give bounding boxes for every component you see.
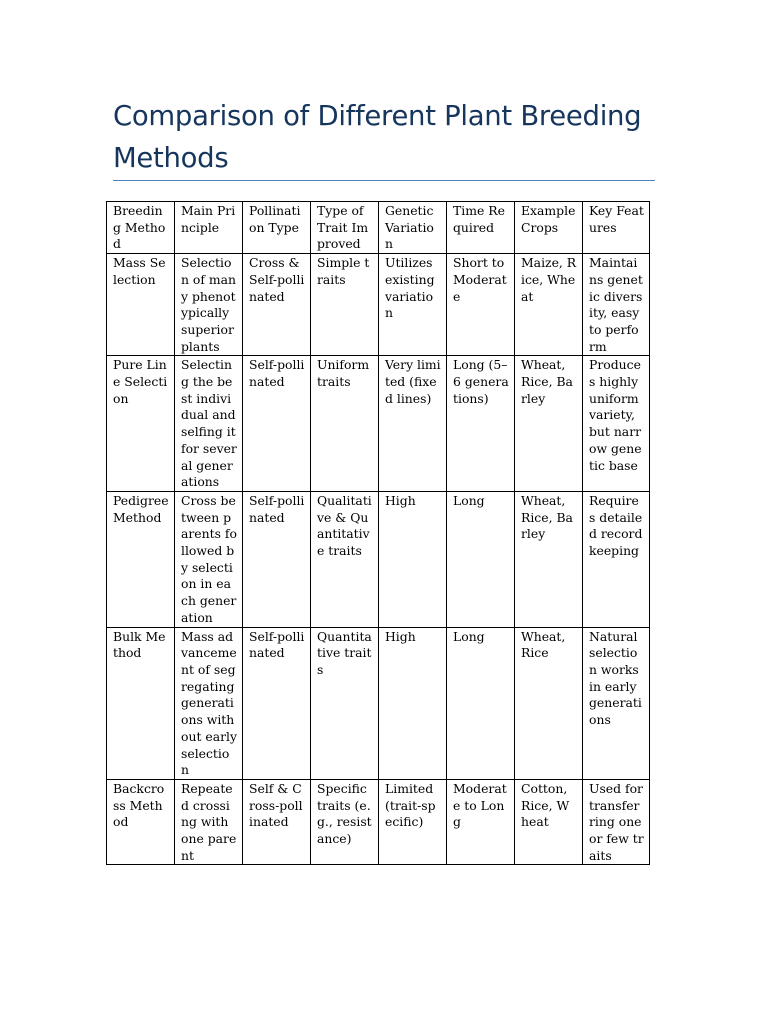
cell-pollination-type: Self-pollinated bbox=[243, 627, 311, 779]
cell-trait-improved: Specific traits (e.g., resistance) bbox=[311, 779, 379, 865]
column-header-time-required: Time Required bbox=[447, 202, 515, 254]
column-header-example-crops: Example Crops bbox=[515, 202, 583, 254]
document-title: Comparison of Different Plant Breeding Methods bbox=[113, 100, 642, 174]
cell-main-principle: Selecting the best individual and selfing it for several generations bbox=[175, 356, 243, 492]
column-header-main-principle: Main Principle bbox=[175, 202, 243, 254]
cell-main-principle: Repeated crossing with one parent bbox=[175, 779, 243, 865]
cell-pollination-type: Cross & Self-pollinated bbox=[243, 254, 311, 356]
cell-example-crops: Maize, Rice, Wheat bbox=[515, 254, 583, 356]
cell-trait-improved: Uniform traits bbox=[311, 356, 379, 492]
cell-genetic-variation: Utilizes existing variation bbox=[379, 254, 447, 356]
cell-breeding-method: Bulk Method bbox=[107, 627, 175, 779]
cell-genetic-variation: High bbox=[379, 491, 447, 627]
cell-example-crops: Wheat, Rice, Barley bbox=[515, 356, 583, 492]
table-row bbox=[107, 491, 650, 627]
column-header-trait-improved: Type of Trait Improved bbox=[311, 202, 379, 254]
cell-genetic-variation: Very limited (fixed lines) bbox=[379, 356, 447, 492]
cell-example-crops: Cotton, Rice, Wheat bbox=[515, 779, 583, 865]
cell-trait-improved: Qualitative & Quantitative traits bbox=[311, 491, 379, 627]
cell-main-principle: Mass advancement of segregating generations without early selection bbox=[175, 627, 243, 779]
cell-main-principle: Cross between parents followed by selection in each generation bbox=[175, 491, 243, 627]
table-header-row bbox=[107, 202, 650, 254]
cell-time-required: Moderate to Long bbox=[447, 779, 515, 865]
cell-breeding-method: Backcross Method bbox=[107, 779, 175, 865]
cell-time-required: Short to Moderate bbox=[447, 254, 515, 356]
cell-key-features: Produces highly uniform variety, but narrow genetic base bbox=[583, 356, 650, 492]
table-row bbox=[107, 356, 650, 492]
cell-main-principle: Selection of many phenotypically superior plants bbox=[175, 254, 243, 356]
cell-time-required: Long bbox=[447, 491, 515, 627]
cell-pollination-type: Self-pollinated bbox=[243, 356, 311, 492]
cell-trait-improved: Quantitative traits bbox=[311, 627, 379, 779]
column-header-pollination-type: Pollination Type bbox=[243, 202, 311, 254]
cell-genetic-variation: High bbox=[379, 627, 447, 779]
cell-trait-improved: Simple traits bbox=[311, 254, 379, 356]
cell-breeding-method: Pedigree Method bbox=[107, 491, 175, 627]
cell-pollination-type: Self-pollinated bbox=[243, 491, 311, 627]
column-header-breeding-method: Breeding Method bbox=[107, 202, 175, 254]
cell-time-required: Long bbox=[447, 627, 515, 779]
table-row bbox=[107, 779, 650, 865]
cell-time-required: Long (5–6 generations) bbox=[447, 356, 515, 492]
cell-key-features: Natural selection works in early generations bbox=[583, 627, 650, 779]
cell-breeding-method: Mass Selection bbox=[107, 254, 175, 356]
cell-pollination-type: Self & Cross-pollinated bbox=[243, 779, 311, 865]
table-row bbox=[107, 254, 650, 356]
breeding-methods-table bbox=[106, 201, 650, 865]
table-row bbox=[107, 627, 650, 779]
cell-genetic-variation: Limited (trait-specific) bbox=[379, 779, 447, 865]
cell-key-features: Maintains genetic diversity, easy to perform bbox=[583, 254, 650, 356]
cell-breeding-method: Pure Line Selection bbox=[107, 356, 175, 492]
cell-key-features: Requires detailed record keeping bbox=[583, 491, 650, 627]
column-header-key-features: Key Features bbox=[583, 202, 650, 254]
title-underline bbox=[113, 180, 655, 181]
column-header-genetic-variation: Genetic Variation bbox=[379, 202, 447, 254]
cell-example-crops: Wheat, Rice, Barley bbox=[515, 491, 583, 627]
cell-key-features: Used for transferring one or few traits bbox=[583, 779, 650, 865]
cell-example-crops: Wheat, Rice bbox=[515, 627, 583, 779]
